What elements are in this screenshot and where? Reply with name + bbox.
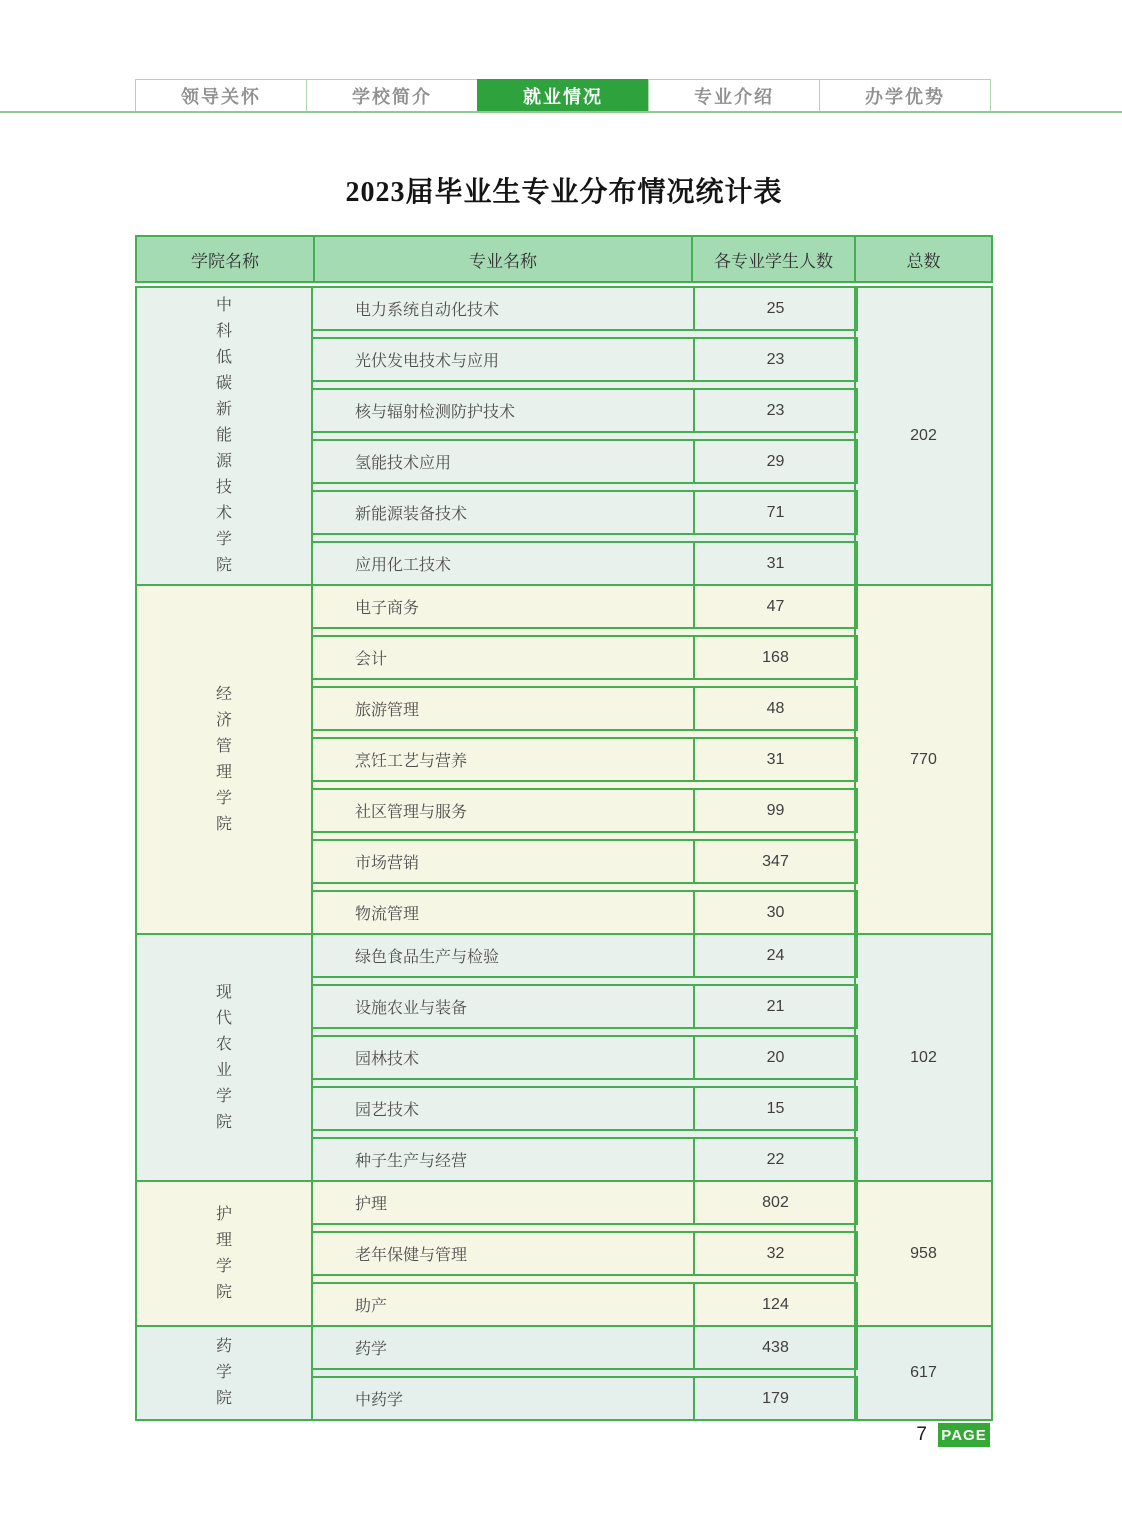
major-count-cell: 168 xyxy=(693,637,856,678)
major-row xyxy=(311,1325,858,1370)
major-row xyxy=(311,686,858,731)
major-row xyxy=(311,933,858,978)
majors-column xyxy=(313,586,856,933)
college-name-cell xyxy=(137,1327,313,1419)
major-name-cell: 园林技术 xyxy=(355,1051,420,1068)
header-major-name: 专业名称 xyxy=(313,237,691,281)
major-row xyxy=(311,1282,858,1327)
college-section xyxy=(135,1180,993,1327)
major-name-cell: 助产 xyxy=(355,1298,388,1315)
tab-major-intro[interactable]: 专业介绍 xyxy=(648,79,819,113)
header-total: 总数 xyxy=(854,237,991,281)
major-count-cell: 24 xyxy=(693,935,856,976)
major-name-cell: 新能源装备技术 xyxy=(355,506,468,523)
college-name: 中科低碳新能源技术学院 xyxy=(215,297,232,574)
major-count-cell: 15 xyxy=(693,1088,856,1129)
major-count-cell: 23 xyxy=(693,339,856,380)
major-count-cell: 802 xyxy=(693,1182,856,1223)
major-row xyxy=(311,584,858,629)
major-count-cell: 347 xyxy=(693,841,856,882)
major-count-cell: 30 xyxy=(693,892,856,933)
major-count-cell: 22 xyxy=(693,1139,856,1180)
college-section xyxy=(135,1325,993,1421)
major-name-cell: 老年保健与管理 xyxy=(355,1247,468,1264)
college-name: 现代农业学院 xyxy=(215,983,232,1131)
header-divider-rule xyxy=(0,111,1122,113)
major-name-cell: 核与辐射检测防护技术 xyxy=(355,404,516,421)
major-row xyxy=(311,1376,858,1421)
major-row xyxy=(311,388,858,433)
header-students-per-major: 各专业学生人数 xyxy=(691,237,854,281)
major-name-cell: 电力系统自动化技术 xyxy=(355,302,500,319)
major-count-cell: 23 xyxy=(693,390,856,431)
college-section xyxy=(135,584,993,935)
page-footer xyxy=(916,1423,990,1447)
major-name-cell: 药学 xyxy=(355,1341,388,1358)
college-total-cell: 617 xyxy=(854,1327,991,1419)
major-count-cell: 99 xyxy=(693,790,856,831)
page-title: 2023届毕业生专业分布情况统计表 xyxy=(345,177,783,208)
major-count-cell: 31 xyxy=(693,543,856,584)
major-row xyxy=(311,1035,858,1080)
major-row xyxy=(311,1137,858,1182)
tab-bar xyxy=(135,79,991,113)
college-total-cell: 958 xyxy=(854,1182,991,1325)
college-name-cell xyxy=(137,1182,313,1325)
major-name-cell: 会计 xyxy=(355,651,388,668)
page-number: 7 xyxy=(916,1424,927,1445)
major-count-cell: 29 xyxy=(693,441,856,482)
college-name: 药学院 xyxy=(215,1338,232,1407)
major-count-cell: 48 xyxy=(693,688,856,729)
major-count-cell: 47 xyxy=(693,586,856,627)
major-row xyxy=(311,439,858,484)
college-total-cell: 770 xyxy=(854,586,991,933)
tab-school-advantages[interactable]: 办学优势 xyxy=(819,79,991,113)
majors-column xyxy=(313,935,856,1180)
table-body xyxy=(135,286,993,1421)
college-total-cell: 102 xyxy=(854,935,991,1180)
major-count-cell: 124 xyxy=(693,1284,856,1325)
major-name-cell: 绿色食品生产与检验 xyxy=(355,949,500,966)
major-row xyxy=(311,890,858,935)
major-name-cell: 光伏发电技术与应用 xyxy=(355,353,500,370)
college-name: 护理学院 xyxy=(215,1205,232,1301)
major-name-cell: 应用化工技术 xyxy=(355,557,452,574)
major-row xyxy=(311,839,858,884)
major-name-cell: 市场营销 xyxy=(355,855,420,872)
major-name-cell: 设施农业与装备 xyxy=(355,1000,468,1017)
major-name-cell: 种子生产与经营 xyxy=(355,1153,468,1170)
college-total-cell: 202 xyxy=(854,288,991,584)
major-count-cell: 32 xyxy=(693,1233,856,1274)
majors-column xyxy=(313,1182,856,1325)
table-header-row xyxy=(135,235,993,283)
major-count-cell: 21 xyxy=(693,986,856,1027)
major-name-cell: 护理 xyxy=(355,1196,388,1213)
college-name: 经济管理学院 xyxy=(215,685,232,833)
college-name-cell xyxy=(137,935,313,1180)
major-name-cell: 中药学 xyxy=(355,1392,404,1409)
major-name-cell: 物流管理 xyxy=(355,906,420,923)
major-row xyxy=(311,1086,858,1131)
major-name-cell: 氢能技术应用 xyxy=(355,455,452,472)
major-name-cell: 旅游管理 xyxy=(355,702,420,719)
major-count-cell: 179 xyxy=(693,1378,856,1419)
major-row xyxy=(311,1231,858,1276)
major-row xyxy=(311,1180,858,1225)
major-row xyxy=(311,984,858,1029)
major-row xyxy=(311,635,858,680)
major-row xyxy=(311,286,858,331)
graduate-distribution-table xyxy=(135,235,993,1421)
major-count-cell: 20 xyxy=(693,1037,856,1078)
tab-leader-care[interactable]: 领导关怀 xyxy=(135,79,306,113)
major-name-cell: 电子商务 xyxy=(355,600,420,617)
tab-school-intro[interactable]: 学校简介 xyxy=(306,79,477,113)
college-name-cell xyxy=(137,288,313,584)
tab-employment-status[interactable]: 就业情况 xyxy=(477,79,648,113)
major-row xyxy=(311,490,858,535)
college-section xyxy=(135,933,993,1182)
major-count-cell: 438 xyxy=(693,1327,856,1368)
major-row xyxy=(311,337,858,382)
major-row xyxy=(311,737,858,782)
college-name-cell xyxy=(137,586,313,933)
major-count-cell: 25 xyxy=(693,288,856,329)
major-count-cell: 31 xyxy=(693,739,856,780)
major-row xyxy=(311,541,858,586)
major-name-cell: 社区管理与服务 xyxy=(355,804,468,821)
major-row xyxy=(311,788,858,833)
major-count-cell: 71 xyxy=(693,492,856,533)
college-section xyxy=(135,286,993,586)
majors-column xyxy=(313,1327,856,1419)
header-college-name: 学院名称 xyxy=(191,251,259,271)
major-name-cell: 烹饪工艺与营养 xyxy=(355,753,468,770)
majors-column xyxy=(313,288,856,584)
major-name-cell: 园艺技术 xyxy=(355,1102,420,1119)
page-badge: PAGE xyxy=(938,1423,990,1447)
